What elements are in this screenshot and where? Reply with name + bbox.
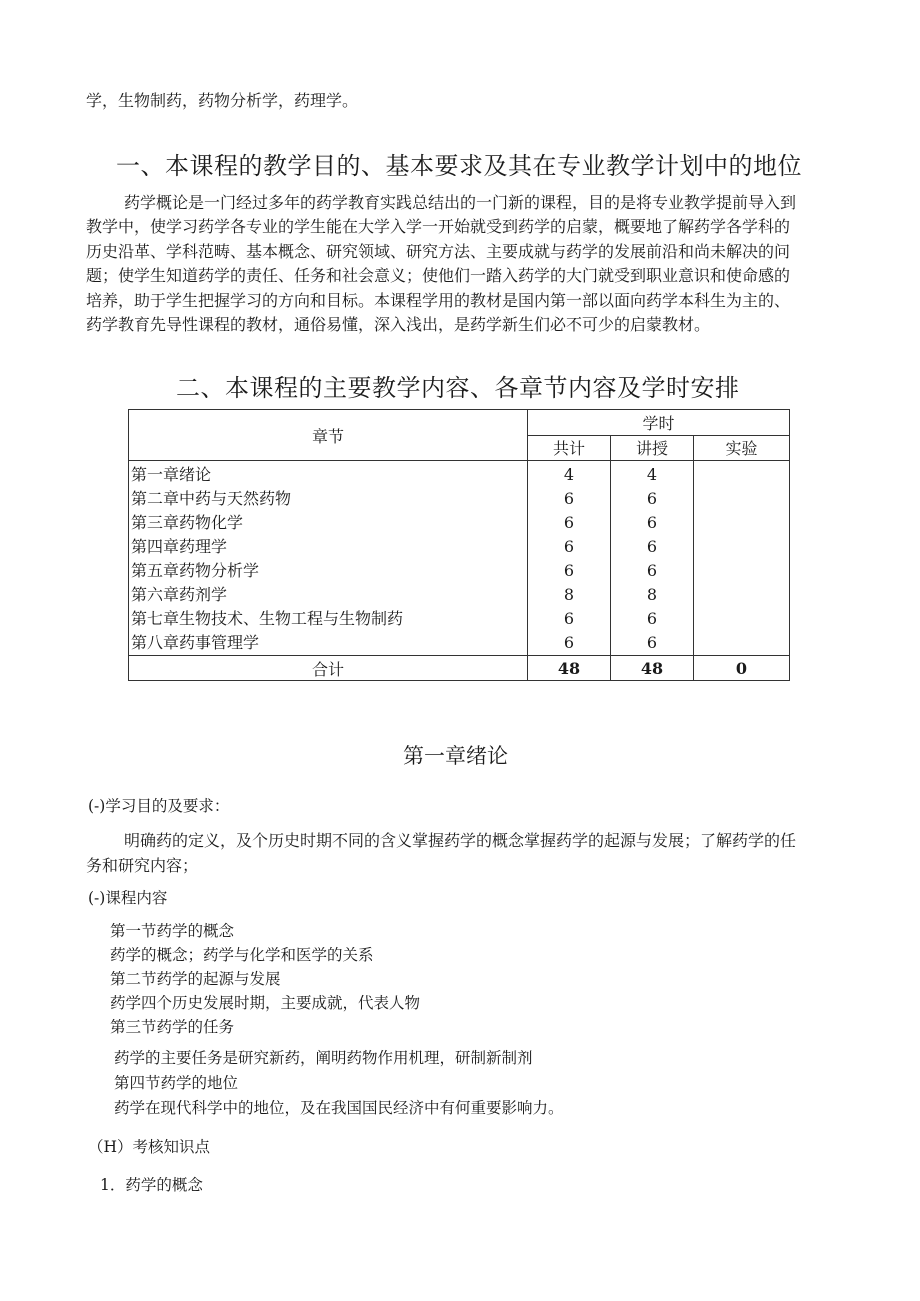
total-hours: 6: [563, 609, 575, 628]
paragraph-line: 培养，助于学生把握学习的方向和目标。本课程学用的教材是国内第一部以面向药学本科生为主的、: [86, 291, 791, 310]
section1-heading: 一、本课程的教学目的、基本要求及其在专业教学计划中的地位: [116, 152, 802, 180]
header-lab: 实验: [694, 435, 790, 461]
content-item: 第四节药学的地位: [114, 1074, 239, 1092]
chapter-name: 第五章药物分析学: [131, 561, 260, 580]
sum-label: 合计: [129, 656, 528, 681]
total-hours: 4: [563, 465, 575, 484]
chapter-name: 第七章生物技术、生物工程与生物制药: [131, 609, 404, 628]
chapter-name: 第一章绪论: [131, 465, 212, 484]
lecture-hours: 6: [646, 537, 658, 556]
sum-lab: 0: [694, 656, 790, 681]
table-body-row: [129, 461, 790, 656]
header-hours: 学时: [528, 410, 790, 436]
content-item: 药学在现代科学中的地位，及在我国国民经济中有何重要影响力。: [114, 1099, 564, 1117]
lecture-hours: 8: [646, 585, 658, 604]
paragraph-line: 历史沿革、学科范畴、基本概念、研究领域、研究方法、主要成就与药学的发展前沿和尚未解决的问: [86, 242, 791, 261]
lecture-hours: 6: [646, 489, 658, 508]
content-item: 药学的概念；药学与化学和医学的关系: [110, 946, 374, 964]
total-hours: 6: [563, 489, 575, 508]
total-hours: 6: [563, 513, 575, 532]
lab-hours-cell: [694, 461, 790, 656]
content-item: 第三节药学的任务: [110, 1018, 235, 1036]
total-hours: 6: [563, 561, 575, 580]
lecture-hours: 4: [646, 465, 658, 484]
lecture-hours: 6: [646, 561, 658, 580]
total-hours: 6: [563, 633, 575, 652]
table-sum-row: [129, 656, 790, 681]
chapter-name: 第八章药事管理学: [131, 633, 260, 652]
content-item: 第二节药学的起源与发展: [110, 970, 281, 988]
hours-table: [128, 409, 790, 681]
content-item: 药学四个历史发展时期，主要成就，代表人物: [110, 994, 421, 1012]
goals-line: 明确药的定义，及个历史时期不同的含义掌握药学的概念掌握药学的起源与发展；了解药学的任: [124, 831, 797, 850]
paragraph-line: 教学中，使学习药学各专业的学生能在大学入学一开始就受到药学的启蒙，概要地了解药学各学科的: [86, 217, 791, 236]
content-item: 第一节药学的概念: [110, 922, 235, 940]
table-header-row: [129, 410, 790, 436]
chapter-name: 第三章药物化学: [131, 513, 244, 532]
chapter1-title: 第一章绪论: [403, 744, 508, 768]
section2-heading: 二、本课程的主要教学内容、各章节内容及学时安排: [176, 374, 740, 402]
lecture-hours: 6: [646, 513, 658, 532]
paragraph-line: 题；使学生知道药学的责任、任务和社会意义；使他们一踏入药学的大门就受到职业意识和使命感的: [86, 266, 791, 285]
lecture-hours: 6: [646, 609, 658, 628]
lecture-hours: 6: [646, 633, 658, 652]
lecture-hours-cell: [611, 461, 694, 656]
content-item: 药学的主要任务是研究新药，阐明药物作用机理，研制新制剂: [114, 1049, 533, 1067]
header-lecture: 讲授: [611, 435, 694, 461]
total-hours-cell: [528, 461, 611, 656]
sum-lecture: 48: [611, 656, 694, 681]
goals-line: 务和研究内容；: [86, 856, 199, 875]
exam-item: 1．药学的概念: [100, 1176, 203, 1194]
paragraph-line: 药学教育先导性课程的教材，通俗易懂，深入浅出，是药学新生们必不可少的启蒙教材。: [86, 315, 711, 334]
goals-label: (-)学习目的及要求：: [88, 797, 230, 815]
exam-label: （H）考核知识点: [88, 1138, 211, 1156]
total-hours: 8: [563, 585, 575, 604]
chapter-name: 第六章药剂学: [131, 585, 228, 604]
content-label: (-)课程内容: [88, 889, 168, 907]
chapter-name: 第四章药理学: [131, 537, 228, 556]
total-hours: 6: [563, 537, 575, 556]
sum-total: 48: [528, 656, 611, 681]
header-chapter: 章节: [129, 410, 528, 461]
top-line-text: 学，生物制药，药物分析学，药理学。: [86, 91, 359, 110]
paragraph-line: 药学概论是一门经过多年的药学教育实践总结出的一门新的课程，目的是将专业教学提前导入到: [124, 193, 797, 212]
chapter-name: 第二章中药与天然药物: [131, 489, 292, 508]
header-total: 共计: [528, 435, 611, 461]
chapter-names-cell: [129, 461, 528, 656]
